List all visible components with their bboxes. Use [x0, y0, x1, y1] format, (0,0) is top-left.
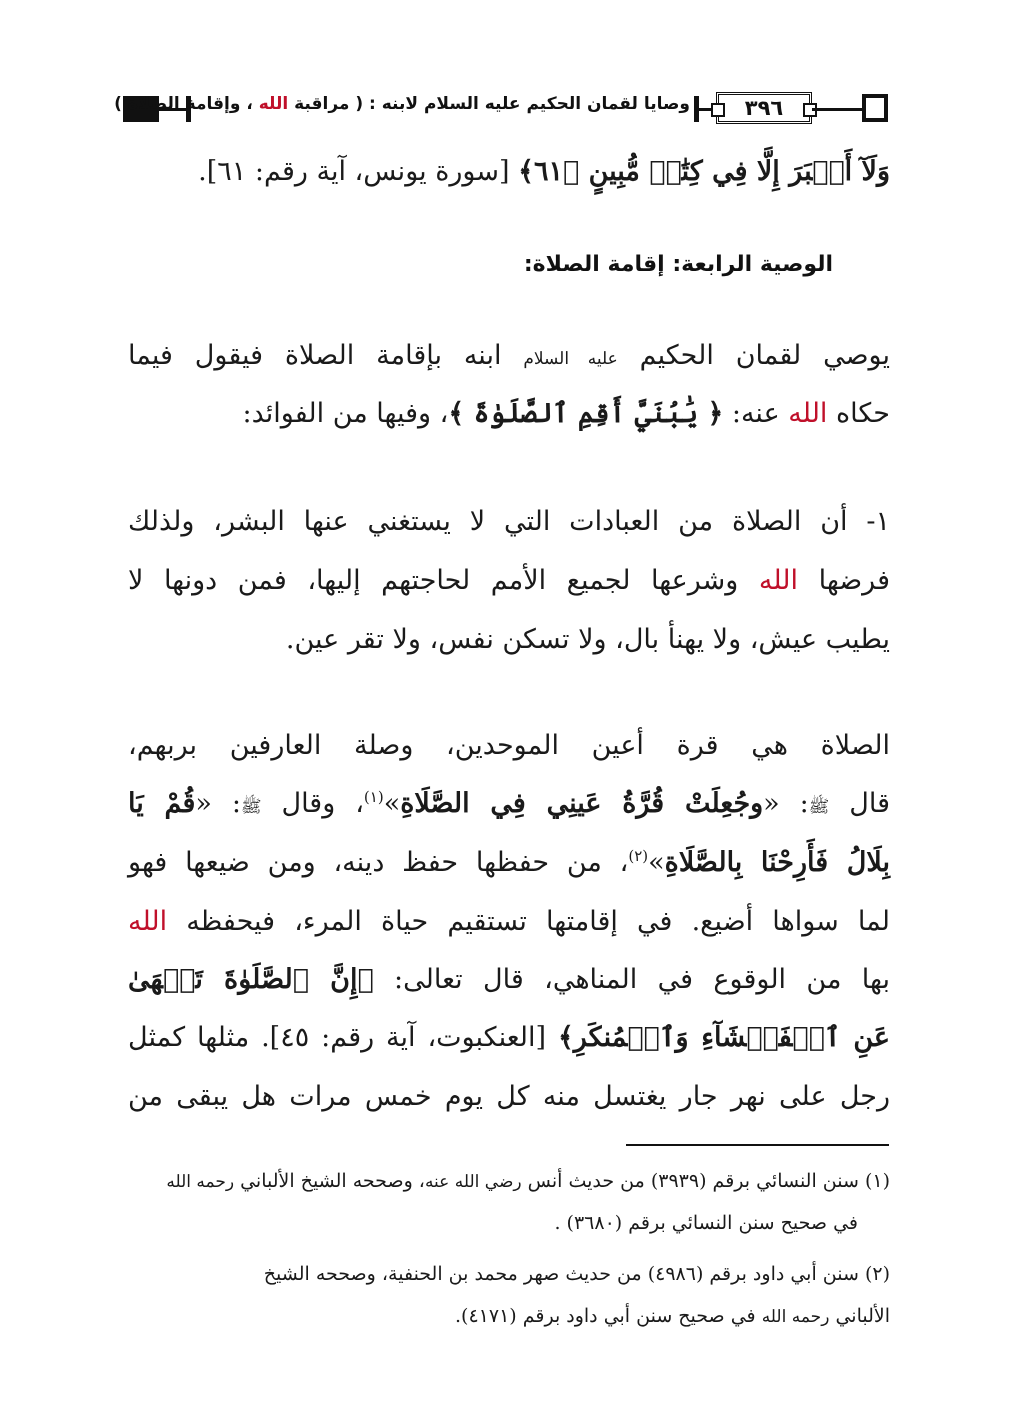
paragraph-line: عَنِ ٱلۡفَحۡشَآءِ وَٱلۡمُنكَرِ﴾ [العنكبوت، آية رقم: ٤٥]. مثلها كمثل — [128, 1022, 890, 1053]
paragraph-line: الصلاة هي قرة أعين الموحدين، وصلة العارفين بربهم، — [128, 730, 890, 761]
header-rule-right — [812, 108, 862, 111]
quran-verse: وَلَآ أَكۡبَرَ إِلَّا فِي كِتَٰبٖ مُّبِينٍ ﴿٦١﴾ — [518, 156, 890, 187]
footnote-separator — [626, 1144, 889, 1146]
paragraph-line: يطيب عيش، ولا يهنأ بال، ولا تسكن نفس، ولا تقر عين. — [285, 624, 890, 655]
quran-verse: ﴿ يَٰبُنَيَّ أَقِمِ ٱلصَّلَوٰةَ ﴾ — [448, 398, 724, 429]
footnote-2-line: (٢) سنن أبي داود برقم (٤٩٨٦) من حديث صهر محمد بن الحنفية، وصححه الشيخ — [263, 1263, 890, 1285]
top-verse-line: وَلَآ أَكۡبَرَ إِلَّا فِي كِتَٰبٖ مُّبِينٍ ﴿٦١﴾ [سورة يونس، آية رقم: ٦١]. — [198, 156, 890, 187]
quran-verse: عَنِ ٱلۡفَحۡشَآءِ وَٱلۡمُنكَرِ﴾ — [557, 1022, 890, 1053]
paragraph-line: لما سواها أضيع. في إقامتها تستقيم حياة المرء، فيحفظه الله — [128, 906, 890, 937]
header-right-square — [862, 94, 888, 122]
footnote-1-line: (١) سنن النسائي برقم (٣٩٣٩) من حديث أنس رضي الله عنه، وصححه الشيخ الألباني رحمه الله — [166, 1170, 890, 1192]
paragraph-line: يوصي لقمان الحكيم عليه السلام ابنه بإقامة الصلاة فيقول فيما — [128, 340, 890, 371]
paragraph-line: حكاه الله عنه: ﴿ يَٰبُنَيَّ أَقِمِ ٱلصَّلَوٰةَ ﴾، وفيها من الفوائد: — [242, 398, 890, 429]
paragraph-line: قال ﷺ: «وجُعِلَتْ قُرَّةُ عَينِي فِي الصَّلَاةِ»$^{(١)}$، وقال ﷺ: «قُمْ يَا — [128, 788, 890, 819]
section-heading: الوصية الرابعة: إقامة الصلاة: — [523, 252, 833, 277]
hadith-text: بِلَالُ فَأَرِحْنَا بِالصَّلَاةِ — [664, 847, 890, 878]
paragraph-line: رجل على نهر جار يغتسل منه كل يوم خمس مرات هل يبقى من — [128, 1081, 890, 1112]
footnote-ref: (١) — [363, 788, 384, 806]
footnote-1-line: في صحيح سنن النسائي برقم (٣٦٨٠) . — [554, 1212, 858, 1234]
hadith-text: وجُعِلَتْ قُرَّةُ عَينِي فِي الصَّلَاةِ — [400, 788, 764, 819]
paragraph-line: فرضها الله وشرعها لجميع الأمم لحاجتهم إليها، فمن دونها لا — [128, 565, 890, 596]
footnote-2-line: الألباني رحمه الله في صحيح سنن أبي داود برقم (٤١٧١). — [455, 1305, 890, 1327]
paragraph-line: بها من الوقوع في المناهي، قال تعالى: ﴿إِنَّ ٱلصَّلَوٰةَ تَنۡهَىٰ — [128, 964, 890, 995]
paragraph-line: بِلَالُ فَأَرِحْنَا بِالصَّلَاةِ»$^{(٢)}$، من حفظها حفظ دينه، ومن ضيعها فهو — [128, 847, 890, 878]
footnote-ref: (٢) — [628, 847, 649, 865]
quran-verse: ﴿إِنَّ ٱلصَّلَوٰةَ تَنۡهَىٰ — [128, 964, 374, 995]
hadith-text: قُمْ يَا — [128, 788, 196, 819]
paragraph-line: ١- أن الصلاة من العبادات التي لا يستغني عنها البشر، ولذلك — [128, 506, 890, 537]
running-header-title: وصايا لقمان الحكيم عليه السلام لابنه : ( مراقبة الله ، وإقامة الصلاة ) — [114, 94, 690, 114]
page-number: ٣٩٦ — [716, 92, 812, 124]
